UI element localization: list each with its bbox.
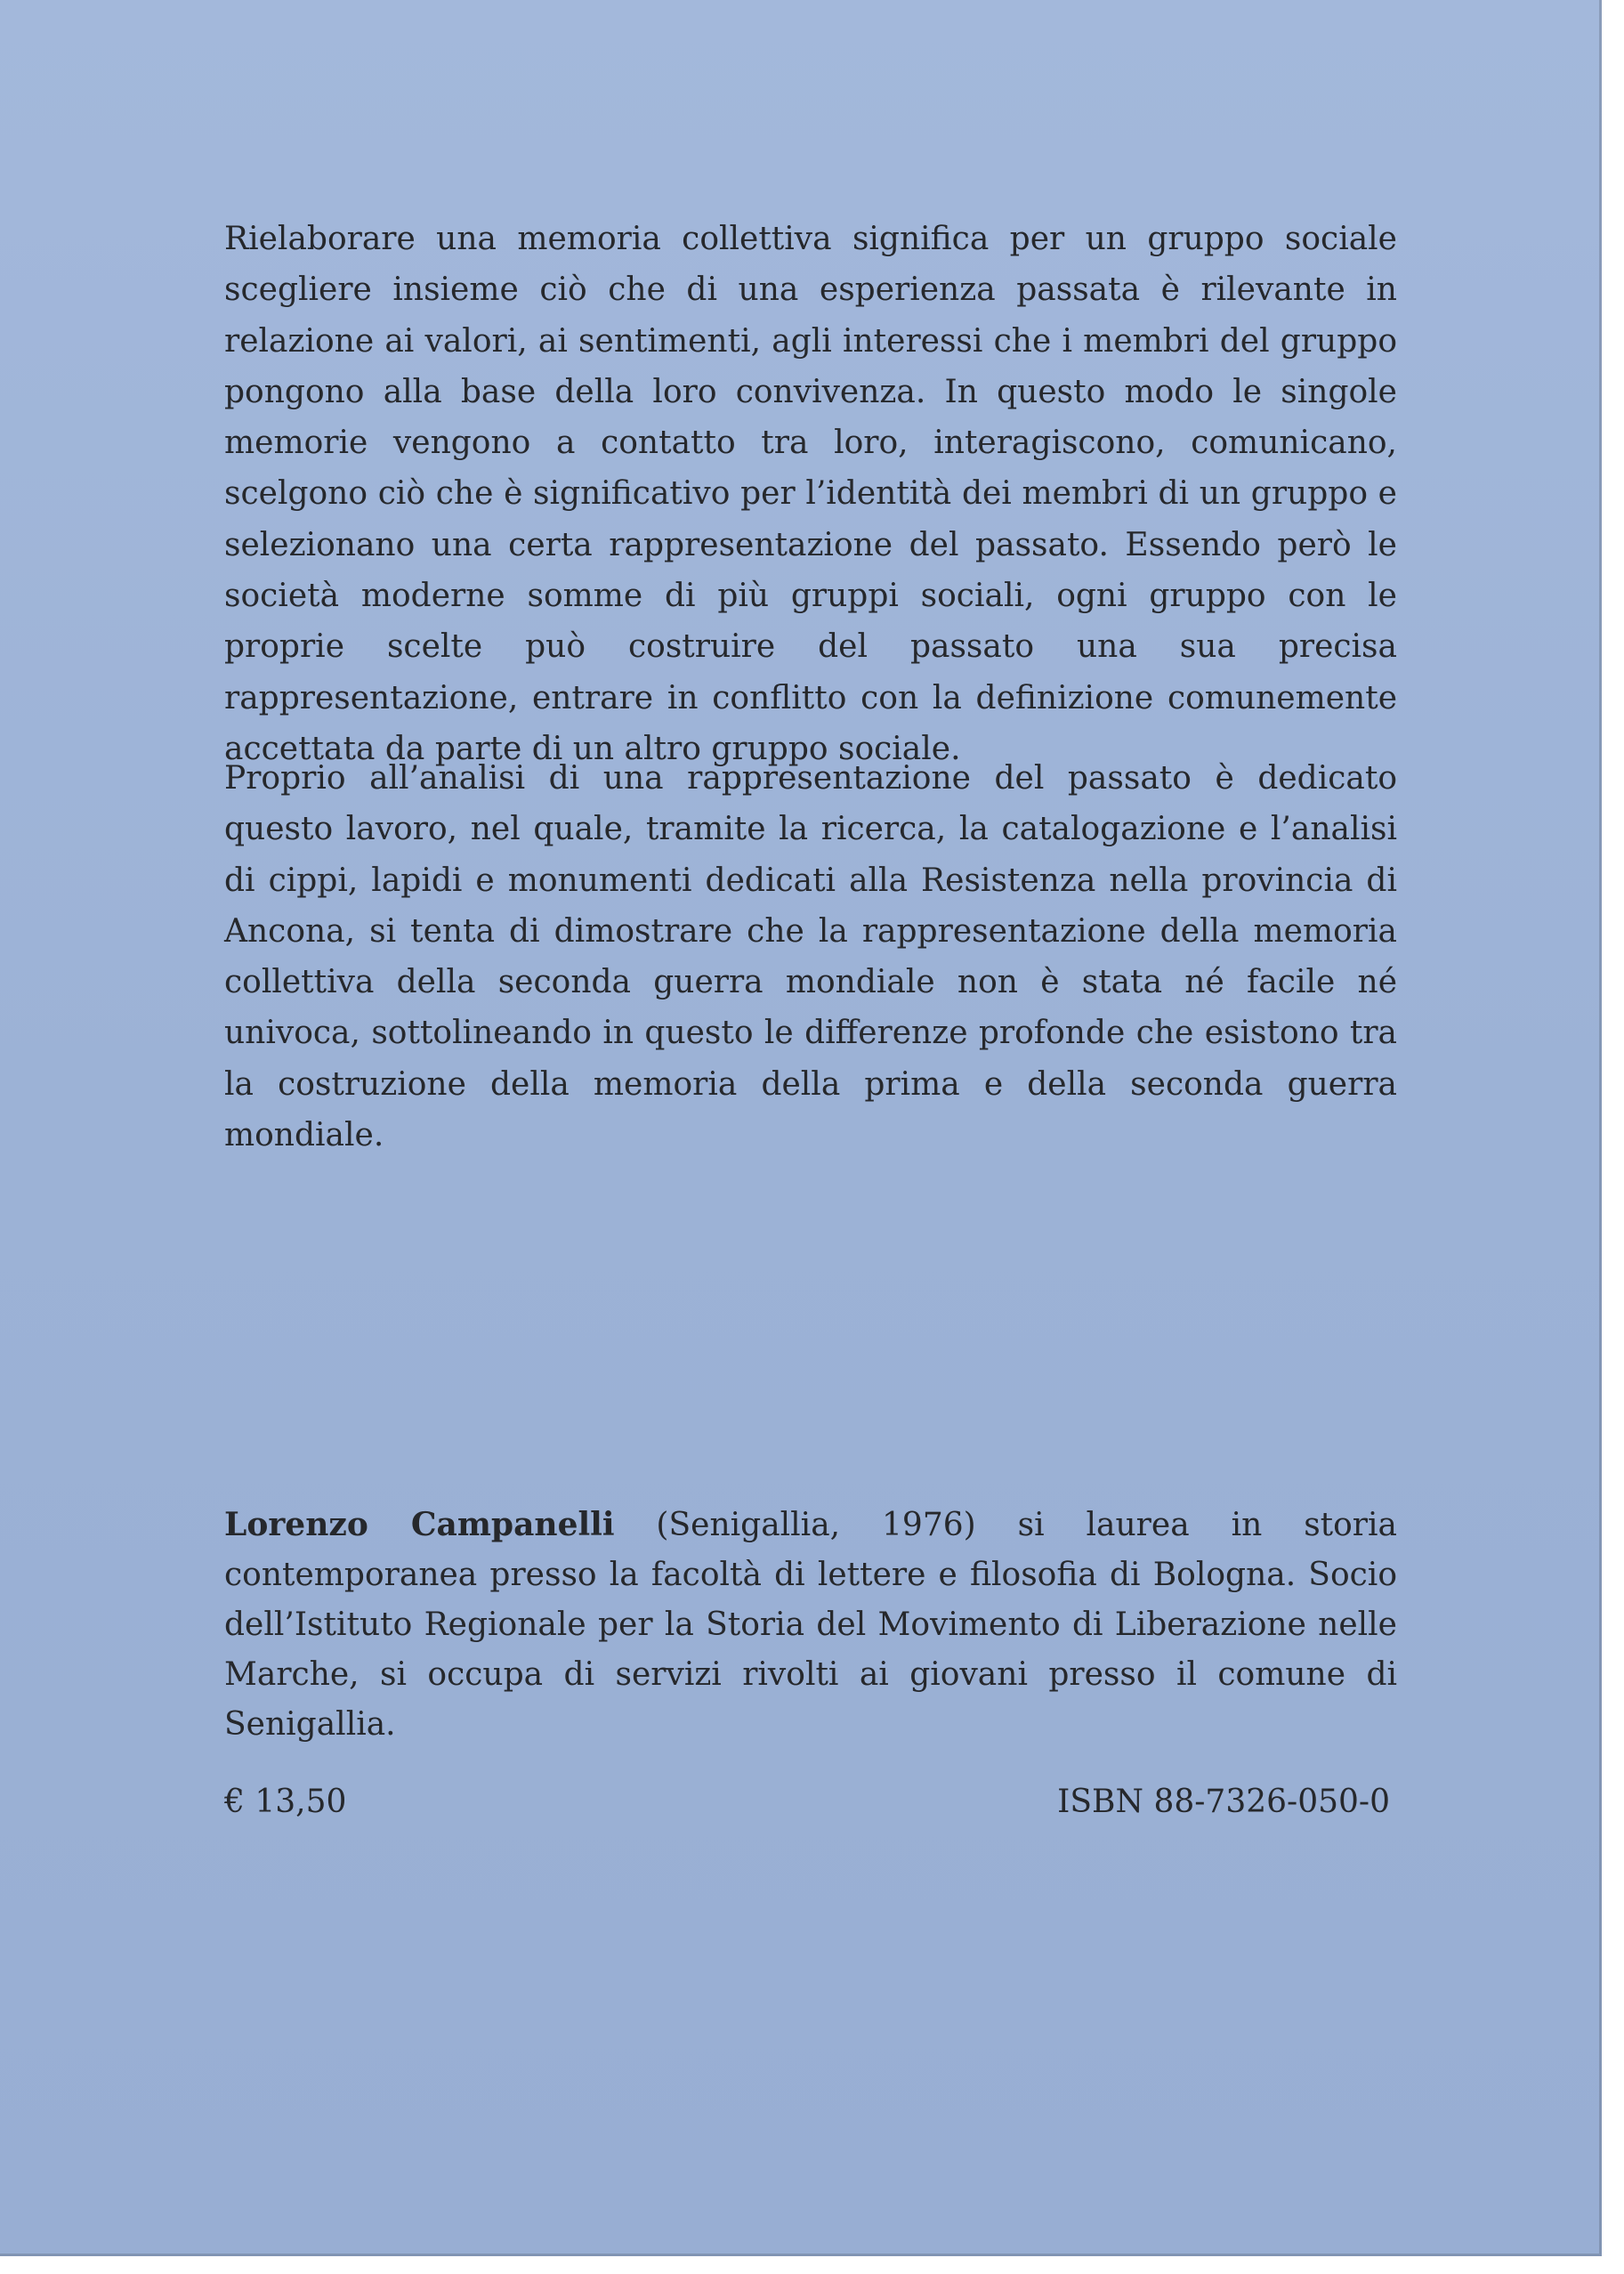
- blurb-paragraph-1: Rielaborare una memoria collettiva significa per un gruppo sociale scegliere insieme ciò che di una esperienza passata è rilevante in relazione ai valori, ai sentimenti, agli interessi che i membri del gruppo pongono alla base della loro convivenza. In questo modo le singole memorie vengono a contatto tra loro, interagiscono, comunicano, scelgono ciò che è significativo per l’identità dei membri di un gruppo e selezionano una certa rappresentazione del passato. Essendo però le società moderne somme di più gruppi sociali, ogni gruppo con le proprie scelte può costruire del passato una sua precisa rappresentazione, entrare in conflitto con la definizione comunemente accettata da parte di un altro gruppo sociale.: [224, 221, 1397, 767]
- isbn-label: ISBN 88-7326-050-0: [1057, 1784, 1390, 1820]
- author-bio: [224, 1500, 1397, 1750]
- author-name: Lorenzo Campanelli: [224, 1506, 615, 1543]
- author-bio-text: (Senigallia, 1976) si laurea in storia contemporanea presso la facoltà di lettere e filosofia di Bologna. Socio dell’Istituto Regionale per la Storia del Movimento di Liberazione nelle Marche, si occupa di servizi rivolti ai giovani presso il comune di Senigallia.: [224, 1507, 1397, 1743]
- blurb-paragraph-2: Proprio all’analisi di una rappresentazione del passato è dedicato questo lavoro, nel quale, tramite la ricerca, la catalogazione e l’analisi di cippi, lapidi e monumenti dedicati alla Resistenza nella provincia di Ancona, si tenta di dimostrare che la rappresentazione della memoria collettiva della seconda guerra mondiale non è stata né facile né univoca, sottolineando in questo le differenze profonde che esistono tra la costruzione della memoria della prima e della seconda guerra mondiale.: [224, 760, 1397, 1154]
- price-label: € 13,50: [224, 1784, 347, 1820]
